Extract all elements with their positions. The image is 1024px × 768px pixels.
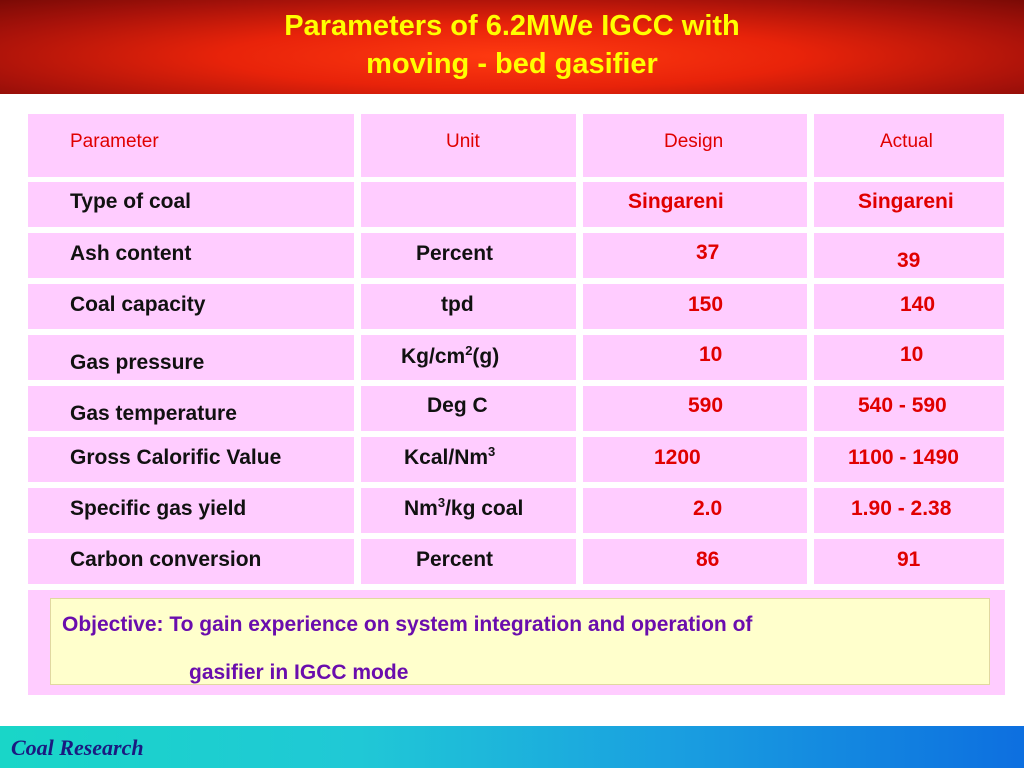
actual-cell (814, 488, 1004, 533)
table-row (28, 437, 354, 482)
actual-cell (814, 233, 1004, 278)
design-cell (583, 437, 807, 482)
actual-value: 540 - 590 (858, 394, 947, 417)
actual-cell (814, 539, 1004, 584)
unit-superscript: 2 (465, 343, 473, 358)
objective-box (50, 598, 990, 685)
slide-title-line-2: moving - bed gasifier (366, 48, 658, 80)
table-row (28, 335, 354, 380)
actual-cell (814, 182, 1004, 227)
actual-value: Singareni (858, 190, 954, 213)
unit-base: Nm (404, 497, 438, 520)
unit-value (404, 444, 495, 470)
objective-line-1: Objective: To gain experience on system integration and operation of (62, 613, 753, 636)
actual-value: 1.90 - 2.38 (851, 497, 952, 520)
parameter-cell: Type of coal (70, 190, 191, 213)
actual-value: 39 (897, 249, 921, 272)
objective-panel (28, 590, 1005, 695)
header-unit-cell (361, 114, 576, 177)
unit-value (404, 495, 523, 521)
parameter-cell: Gas temperature (70, 402, 237, 425)
design-cell (583, 539, 807, 584)
actual-value: 1100 - 1490 (848, 446, 959, 469)
table-row (28, 488, 354, 533)
objective-line-2: gasifier in IGCC mode (189, 661, 409, 684)
unit-cell (361, 284, 576, 329)
unit-value (401, 343, 499, 369)
parameter-cell: Gas pressure (70, 351, 205, 374)
parameter-cell: Carbon conversion (70, 548, 262, 571)
design-value: 10 (699, 343, 723, 366)
design-cell (583, 284, 807, 329)
parameter-cell: Specific gas yield (70, 497, 247, 520)
design-cell (583, 182, 807, 227)
parameter-cell: Ash content (70, 242, 192, 265)
unit-value: tpd (441, 293, 474, 316)
design-value: 590 (688, 394, 724, 417)
actual-cell (814, 335, 1004, 380)
unit-cell (361, 539, 576, 584)
table-row (28, 233, 354, 278)
actual-value: 140 (900, 293, 936, 316)
parameter-cell: Coal capacity (70, 293, 206, 316)
design-value: 150 (688, 293, 724, 316)
table-row (28, 386, 354, 431)
unit-base: Kcal/Nm (404, 446, 489, 469)
design-value: 1200 (654, 446, 701, 469)
unit-tail: /kg coal (445, 497, 524, 520)
design-cell (583, 233, 807, 278)
unit-value: Percent (416, 548, 494, 571)
unit-cell (361, 182, 576, 227)
footer-label: Coal Research (11, 735, 144, 760)
unit-value: Deg C (427, 394, 488, 417)
header-actual-cell (814, 114, 1004, 177)
design-cell (583, 488, 807, 533)
unit-cell (361, 335, 576, 380)
unit-cell (361, 488, 576, 533)
unit-cell (361, 437, 576, 482)
design-cell (583, 335, 807, 380)
unit-superscript: 3 (437, 495, 446, 510)
footer-bar (0, 726, 1024, 768)
design-value: 86 (696, 548, 720, 571)
design-value: 37 (696, 241, 720, 264)
header-design-cell (583, 114, 807, 177)
actual-value: 10 (900, 343, 924, 366)
actual-cell (814, 437, 1004, 482)
parameters-table (28, 111, 1005, 587)
unit-tail: (g) (472, 345, 500, 368)
unit-cell (361, 386, 576, 431)
unit-base: Kg/cm (401, 345, 466, 368)
actual-cell (814, 386, 1004, 431)
header-parameter-cell (28, 114, 354, 177)
design-value: 2.0 (693, 497, 723, 520)
header-design: Design (664, 131, 724, 152)
parameter-cell: Gross Calorific Value (70, 446, 282, 469)
slide-title (0, 0, 1024, 94)
table-row (28, 182, 354, 227)
unit-cell (361, 233, 576, 278)
header-unit: Unit (446, 131, 480, 152)
actual-cell (814, 284, 1004, 329)
unit-superscript: 3 (488, 444, 496, 459)
unit-value: Percent (416, 242, 494, 265)
design-value: Singareni (628, 190, 724, 213)
design-cell (583, 386, 807, 431)
actual-value: 91 (897, 548, 921, 571)
table-row (28, 539, 354, 584)
slide-title-line-1: Parameters of 6.2MWe IGCC with (284, 10, 740, 42)
table-row (28, 284, 354, 329)
header-actual: Actual (880, 131, 933, 152)
header-parameter: Parameter (70, 131, 159, 152)
